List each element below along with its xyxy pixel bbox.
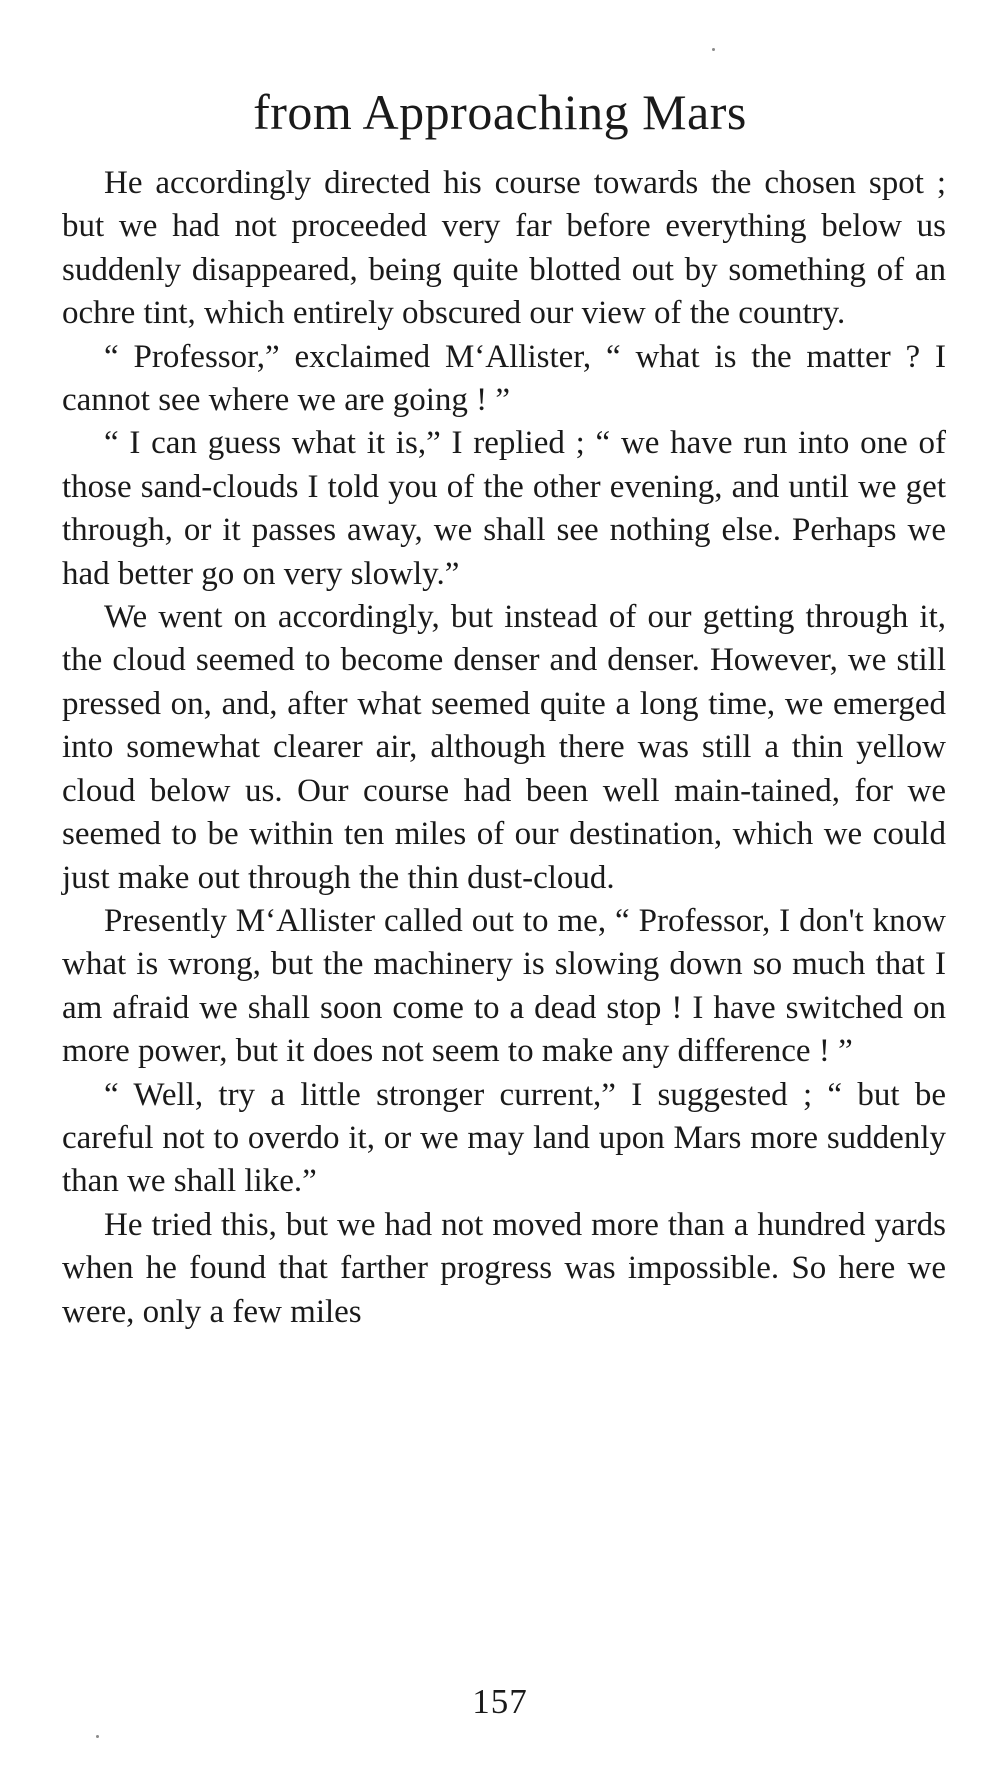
paragraph-4: We went on accordingly, but instead of our getting through it, the cloud seemed to become denser and denser. However, we still pressed on, and, after what seemed quite a long time, we emerged into somewhat clearer air, although there was still a thin yellow cloud below us. Our course had been well main-tained, for we seemed to be within ten miles of our destination, which we could just make out through the thin dust-cloud. [62, 599, 946, 896]
paper-speck-top [712, 48, 715, 51]
paragraph-3: “ I can guess what it is,” I replied ; “ we have run into one of those sand-clouds I told you of the other evening, and until we get through, or it passes away, we shall see nothing else. Perhaps we had better go on very slowly.” [62, 425, 946, 592]
paragraph-6: “ Well, try a little stronger current,” I suggested ; “ but be careful not to overdo it, or we may land upon Mars more suddenly than we shall like.” [62, 1076, 946, 1200]
running-head: from Approaching Mars [253, 84, 747, 140]
paragraph-5: Presently M‘Allister called out to me, “ Professor, I don't know what is wrong, but the machinery is slowing down so much that I am afraid we shall soon come to a dead stop ! I have switched on more power, but it does not seem to make any difference ! ” [62, 902, 946, 1070]
paper-speck-bottom [96, 1735, 99, 1738]
paragraph-2: “ Professor,” exclaimed M‘Allister, “ what is the matter ? I cannot see where we are going ! ” [62, 338, 946, 419]
paragraph-1: He accordingly directed his course towards the chosen spot ; but we had not proceeded very far before everything below us suddenly disappeared, being quite blotted out by something of an ochre tint, which entirely obscured our view of the country. [62, 165, 946, 332]
paragraph-7: He tried this, but we had not moved more than a hundred yards when he found that farther progress was impossible. So here we were, only a few miles [62, 1206, 946, 1330]
page-number: 157 [472, 1682, 528, 1721]
body-text [62, 162, 946, 1334]
